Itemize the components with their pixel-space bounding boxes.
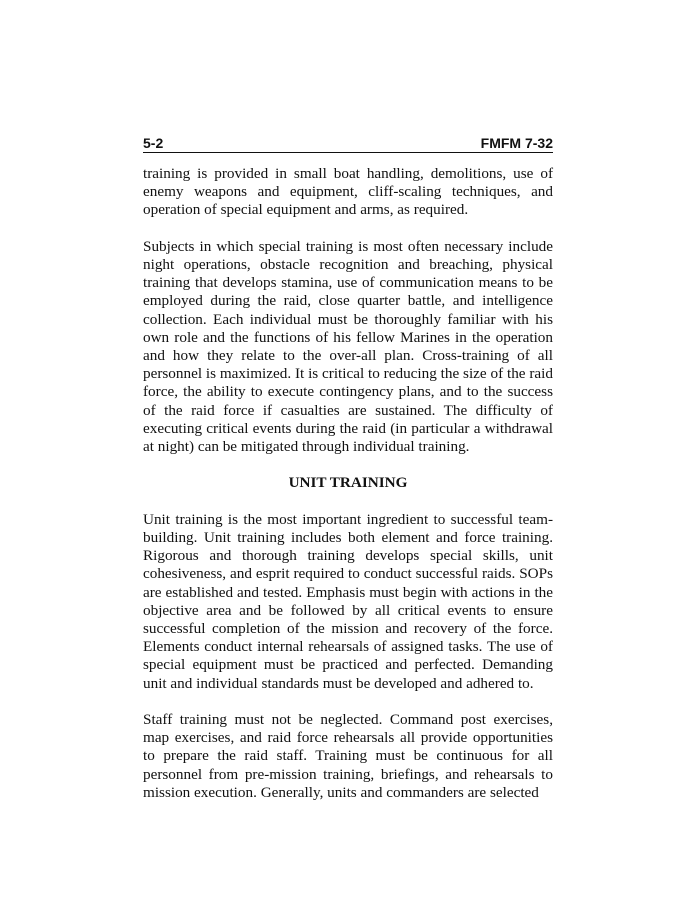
paragraph-2: Subjects in which special training is most often necessary include night operations, obstacle recognition and breaching, physical training that develops stamina, use of communication means to be employed during the raid, close quarter battle, and intelligence collection. Each individual must be thoroughly familiar with his own role and the functions of his fellow Marines in the operation and how they relate to the over-all plan. Cross-training of all personnel is maximized. It is critical to reducing the size of the raid force, the ability to execute contingency plans, and to the success of the raid force if casualties are sustained. The difficulty of executing critical events during the raid (in particular a withdrawal at night) can be mitigated through individual training. [143,237,553,456]
running-header [143,134,553,152]
paragraph-1: training is provided in small boat handling, demolitions, use of enemy weapons and equipment, cliff-scaling techniques, and operation of special equipment and arms, as required. [143,165,553,219]
page-number: 5-2 [143,135,164,151]
paragraph-4: Staff training must not be neglected. Command post exercises, map exercises, and raid force rehearsals all provide opportunities to prepare the raid staff. Training must be continuous for all personnel from pre-mission training, briefings, and rehearsals to mission execution. Generally, units and commanders are selected [143,711,553,801]
header-rule [143,152,553,153]
paragraph-3: Unit training is the most important ingredient to successful team-building. Unit training includes both element and force training. Rigorous and thorough training develops special skills, unit cohesiveness, and esprit required to conduct successful raids. SOPs are established and tested. Emphasis must begin with actions in the objective area and be followed by all critical events to ensure successful completion of the mission and recovery of the force. Elements conduct internal rehearsals of assigned tasks. The use of special equipment must be practiced and perfected. Demanding unit and individual standards must be developed and adhered to. [143,510,553,692]
body-text [143,165,553,820]
document-id: FMFM 7-32 [480,135,553,151]
section-heading: UNIT TRAINING [288,474,408,492]
